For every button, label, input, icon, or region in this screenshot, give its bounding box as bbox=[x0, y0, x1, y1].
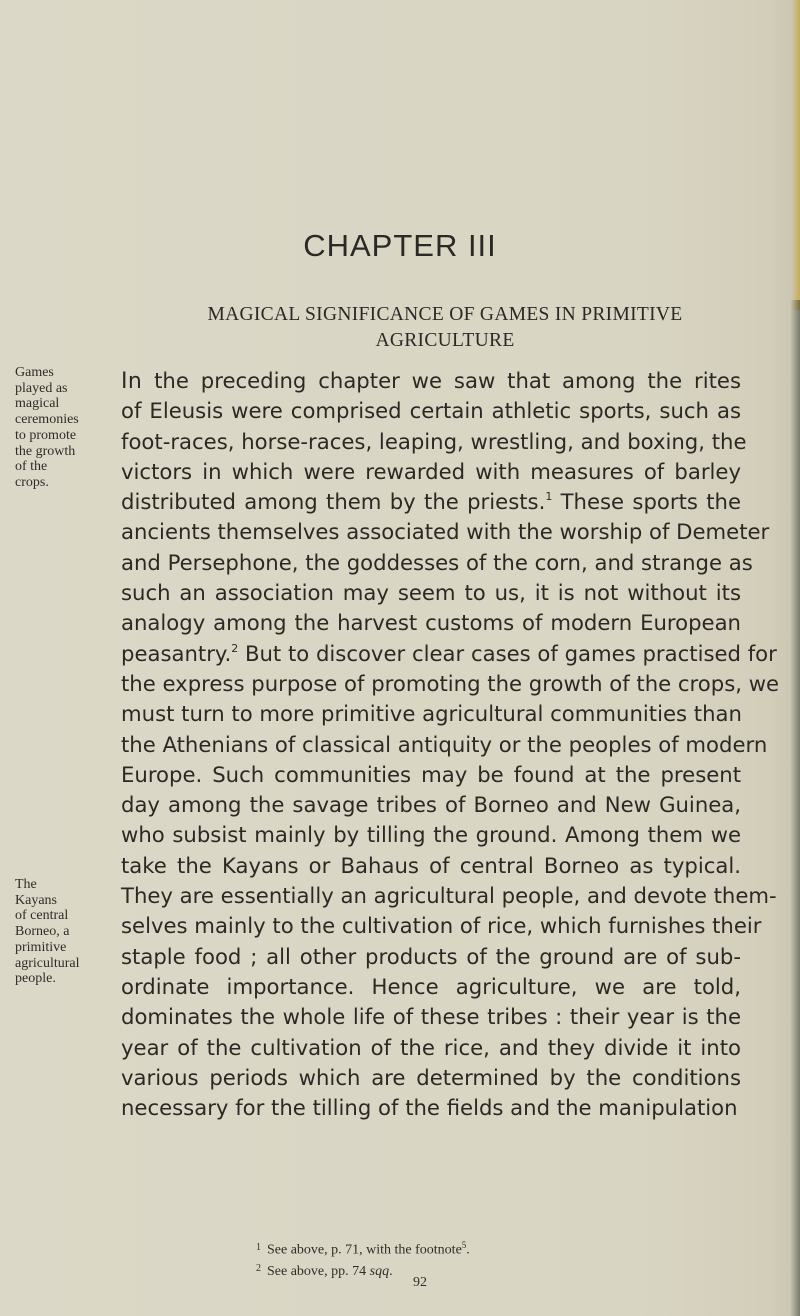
margin-note-line: the growth bbox=[15, 443, 76, 459]
text-line: victors in which were rewarded with measures of barley bbox=[121, 458, 741, 484]
text-line: foot-races, horse-races, leaping, wrestling, and boxing, the bbox=[121, 428, 747, 454]
footnote-marker: 1 bbox=[545, 490, 553, 504]
margin-note-line: Kayans bbox=[15, 892, 57, 908]
text-line: must turn to more primitive agricultural communities than bbox=[121, 701, 742, 727]
footnotes bbox=[256, 1236, 470, 1281]
text-span: But to discover clear cases of games practised for bbox=[238, 640, 777, 666]
text-line: the express purpose of promoting the growth of the crops, we bbox=[121, 670, 780, 696]
margin-note-line: ceremonies bbox=[15, 412, 79, 428]
margin-note-line: played as bbox=[15, 380, 68, 396]
footnote-text: See above, pp. 74 bbox=[267, 1263, 370, 1279]
margin-note-line: crops. bbox=[15, 474, 49, 490]
body-text bbox=[121, 366, 780, 1123]
footnote-number: 2 bbox=[256, 1262, 261, 1274]
text-line: take the Kayans or Bahaus of central Borneo as typical. bbox=[121, 852, 741, 878]
text-span: the preceding chapter we saw that among the rites bbox=[142, 368, 741, 393]
text-line: ordinate importance. Hence agriculture, we are told, bbox=[121, 973, 741, 999]
footnote-end: . bbox=[466, 1242, 470, 1258]
page-number: 92 bbox=[413, 1275, 427, 1290]
chapter-subtitle: MAGICAL SIGNIFICANCE OF GAMES IN PRIMITIVE AGRICULTURE bbox=[207, 304, 683, 351]
footnote-text: See above, p. 71, with the footnote bbox=[267, 1242, 462, 1258]
margin-note-line: The bbox=[15, 877, 37, 892]
text-span: distributed among them by the priests. bbox=[121, 489, 546, 515]
text-line: staple food ; all other products of the ground are of sub- bbox=[121, 943, 741, 969]
text-line: various periods which are determined by the conditions bbox=[121, 1064, 741, 1090]
page-edge-shadow bbox=[790, 300, 800, 1316]
footnote-number: 1 bbox=[256, 1241, 261, 1253]
footnote-italic: sqq bbox=[369, 1263, 390, 1279]
chapter-title: CHAPTER III bbox=[303, 228, 497, 263]
margin-note-line: to promote bbox=[15, 427, 77, 443]
text-line: the Athenians of classical antiquity or the peoples of modern bbox=[121, 731, 768, 757]
text-line: of Eleusis were comprised certain athletic sports, such as bbox=[121, 398, 741, 424]
lead-word: In bbox=[121, 369, 143, 394]
text-line: analogy among the harvest customs of modern European bbox=[121, 610, 741, 636]
margin-note-kayans bbox=[15, 877, 107, 987]
text-line bbox=[121, 639, 777, 669]
margin-note-line: agricultural bbox=[15, 955, 80, 971]
margin-note-line: magical bbox=[15, 396, 60, 412]
text-line: Europe. Such communities may be found at the present bbox=[121, 761, 741, 787]
text-line: day among the savage tribes of Borneo and New Guinea, bbox=[121, 792, 741, 818]
text-line: and Persephone, the goddesses of the corn, and strange as bbox=[121, 549, 753, 575]
text-line: ancients themselves associated with the worship of Demeter bbox=[121, 519, 770, 545]
margin-note-line: of central bbox=[15, 908, 69, 924]
margin-note-games bbox=[15, 365, 107, 491]
text-line: who subsist mainly by tilling the ground. Among them we bbox=[121, 822, 741, 848]
text-line: selves mainly to the cultivation of rice, which furnishes their bbox=[121, 913, 762, 939]
margin-note-line: primitive bbox=[15, 939, 67, 955]
text-span: These sports the bbox=[552, 489, 741, 515]
text-line: They are essentially an agricultural people, and devote them- bbox=[121, 883, 777, 909]
text-line: such an association may seem to us, it is not without its bbox=[121, 580, 741, 606]
text-line: dominates the whole life of these tribes : their year is the bbox=[121, 1004, 741, 1030]
text-line bbox=[121, 366, 741, 396]
margin-note-line: Borneo, a bbox=[15, 924, 70, 940]
footnote-1 bbox=[256, 1236, 470, 1260]
margin-note-line: Games bbox=[15, 365, 54, 380]
footnote-marker: 2 bbox=[231, 641, 239, 655]
margin-note-line: of the bbox=[15, 459, 48, 475]
text-line: year of the cultivation of the rice, and they divide it into bbox=[121, 1034, 741, 1060]
text-span: peasantry. bbox=[121, 640, 232, 666]
footnote-end: . bbox=[389, 1263, 393, 1279]
text-line: necessary for the tilling of the fields and the manipulation bbox=[121, 1095, 738, 1121]
footnote-ref: 5 bbox=[461, 1240, 467, 1250]
text-line bbox=[121, 487, 741, 517]
margin-note-line: people. bbox=[15, 971, 56, 987]
